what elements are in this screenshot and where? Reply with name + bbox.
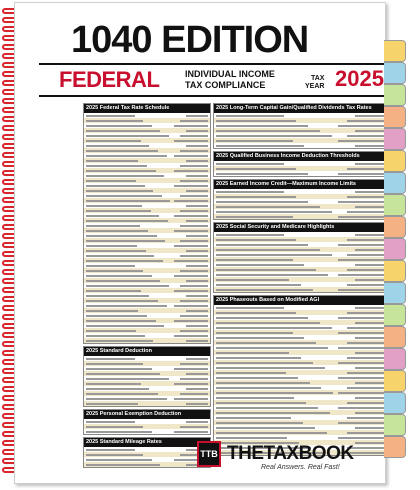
row-filler bbox=[180, 330, 208, 332]
row-filler bbox=[86, 340, 153, 342]
row-filler bbox=[216, 284, 301, 286]
row-filler bbox=[186, 130, 208, 132]
row-filler bbox=[355, 307, 386, 309]
section-title: 2025 Social Security and Medicare Highlights bbox=[214, 223, 386, 232]
row-filler bbox=[86, 403, 138, 405]
row-filler bbox=[186, 205, 208, 207]
row-filler bbox=[347, 239, 386, 241]
row-filler bbox=[338, 392, 386, 394]
index-tab[interactable] bbox=[384, 172, 406, 194]
row-filler bbox=[216, 412, 330, 414]
row-filler bbox=[86, 235, 157, 237]
row-filler bbox=[174, 185, 208, 187]
row-filler bbox=[86, 388, 149, 390]
row-filler bbox=[216, 347, 328, 349]
row-filler bbox=[355, 234, 386, 236]
row-filler bbox=[86, 270, 143, 272]
row-filler bbox=[174, 170, 208, 172]
row-filler bbox=[355, 397, 386, 399]
table-row bbox=[84, 338, 210, 343]
table-section bbox=[83, 437, 211, 468]
row-filler bbox=[216, 397, 294, 399]
table-row bbox=[84, 429, 210, 434]
section-title: 2025 Standard Deduction bbox=[84, 347, 210, 356]
row-filler bbox=[86, 368, 152, 370]
row-filler bbox=[347, 342, 386, 344]
index-tab[interactable] bbox=[384, 348, 406, 370]
row-filler bbox=[86, 426, 143, 428]
row-filler bbox=[338, 140, 386, 142]
row-filler bbox=[186, 388, 208, 390]
row-filler bbox=[86, 140, 141, 142]
row-filler bbox=[355, 206, 386, 208]
index-tab[interactable] bbox=[384, 260, 406, 282]
row-filler bbox=[86, 290, 141, 292]
row-filler bbox=[347, 254, 386, 256]
row-filler bbox=[216, 191, 284, 193]
row-filler bbox=[216, 392, 333, 394]
row-filler bbox=[86, 195, 162, 197]
row-filler bbox=[86, 305, 167, 307]
row-filler bbox=[216, 387, 321, 389]
index-tab[interactable] bbox=[384, 392, 406, 414]
index-tab[interactable] bbox=[384, 436, 406, 458]
table-row bbox=[84, 462, 210, 467]
subtitle-line2: TAX COMPLIANCE bbox=[185, 80, 266, 90]
row-filler bbox=[216, 216, 293, 218]
row-filler bbox=[216, 274, 328, 276]
index-tab[interactable] bbox=[384, 304, 406, 326]
row-filler bbox=[180, 426, 208, 428]
row-filler bbox=[180, 300, 208, 302]
row-filler bbox=[86, 325, 164, 327]
row-filler bbox=[338, 259, 386, 261]
row-filler bbox=[216, 206, 320, 208]
row-filler bbox=[216, 234, 284, 236]
row-filler bbox=[216, 120, 296, 122]
row-filler bbox=[180, 135, 208, 137]
row-filler bbox=[180, 225, 208, 227]
row-filler bbox=[338, 407, 386, 409]
row-filler bbox=[86, 150, 158, 152]
row-filler bbox=[347, 417, 386, 419]
row-filler bbox=[174, 275, 208, 277]
row-filler bbox=[355, 130, 386, 132]
row-filler bbox=[86, 335, 145, 337]
row-filler bbox=[355, 145, 386, 147]
row-filler bbox=[216, 382, 310, 384]
row-filler bbox=[86, 398, 167, 400]
row-filler bbox=[86, 145, 149, 147]
year-label: YEAR bbox=[305, 83, 325, 90]
row-filler bbox=[186, 235, 208, 237]
row-filler bbox=[86, 330, 136, 332]
index-tab[interactable] bbox=[384, 128, 406, 150]
section-title: 2025 Personal Exemption Deduction bbox=[84, 410, 210, 419]
row-filler bbox=[174, 215, 208, 217]
left-column bbox=[83, 103, 211, 470]
row-filler bbox=[355, 279, 386, 281]
row-filler bbox=[86, 220, 168, 222]
row-filler bbox=[86, 363, 143, 365]
row-filler bbox=[186, 310, 208, 312]
row-filler bbox=[216, 367, 325, 369]
row-filler bbox=[216, 307, 284, 309]
brand-tagline: Real Answers. Real Fast! bbox=[261, 464, 340, 471]
row-filler bbox=[186, 145, 208, 147]
edition-title: 1040 EDITION bbox=[71, 19, 309, 61]
row-filler bbox=[86, 421, 135, 423]
row-filler bbox=[216, 145, 304, 147]
table-row bbox=[214, 287, 386, 292]
row-filler bbox=[86, 373, 160, 375]
table-section bbox=[213, 179, 386, 220]
row-filler bbox=[174, 230, 208, 232]
row-filler bbox=[347, 357, 386, 359]
row-filler bbox=[216, 249, 320, 251]
section-title: 2025 Earned Income Credit—Maximum Income Limits bbox=[214, 180, 386, 189]
row-filler bbox=[216, 279, 289, 281]
row-filler bbox=[186, 115, 208, 117]
row-filler bbox=[86, 175, 164, 177]
row-filler bbox=[338, 317, 386, 319]
row-filler bbox=[216, 422, 303, 424]
row-filler bbox=[338, 125, 386, 127]
row-filler bbox=[86, 240, 165, 242]
index-tab[interactable] bbox=[384, 370, 406, 392]
row-filler bbox=[347, 372, 386, 374]
row-filler bbox=[174, 290, 208, 292]
row-filler bbox=[338, 244, 386, 246]
row-filler bbox=[86, 275, 152, 277]
row-filler bbox=[338, 362, 386, 364]
row-filler bbox=[216, 140, 293, 142]
row-filler bbox=[180, 210, 208, 212]
row-filler bbox=[216, 372, 286, 374]
row-filler bbox=[338, 173, 386, 175]
row-filler bbox=[186, 295, 208, 297]
tax-year-label bbox=[305, 75, 324, 91]
row-filler bbox=[216, 130, 320, 132]
row-filler bbox=[86, 165, 147, 167]
row-filler bbox=[86, 200, 170, 202]
row-filler bbox=[186, 265, 208, 267]
row-filler bbox=[186, 358, 208, 360]
index-tab[interactable] bbox=[384, 282, 406, 304]
row-filler bbox=[216, 115, 284, 117]
row-filler bbox=[86, 310, 138, 312]
row-filler bbox=[86, 300, 158, 302]
row-filler bbox=[355, 382, 386, 384]
row-filler bbox=[216, 269, 316, 271]
row-filler bbox=[86, 449, 135, 451]
row-filler bbox=[216, 201, 308, 203]
table-section bbox=[213, 222, 386, 293]
row-filler bbox=[86, 135, 169, 137]
row-filler bbox=[180, 180, 208, 182]
row-filler bbox=[216, 125, 308, 127]
row-filler bbox=[86, 454, 143, 456]
table-row bbox=[84, 401, 210, 406]
row-filler bbox=[86, 260, 163, 262]
row-filler bbox=[355, 337, 386, 339]
row-filler bbox=[174, 125, 208, 127]
row-filler bbox=[180, 120, 208, 122]
row-filler bbox=[338, 274, 386, 276]
row-filler bbox=[86, 250, 146, 252]
index-tab[interactable] bbox=[384, 326, 406, 348]
row-filler bbox=[86, 315, 147, 317]
row-filler bbox=[86, 125, 152, 127]
row-filler bbox=[355, 249, 386, 251]
row-filler bbox=[347, 120, 386, 122]
row-filler bbox=[216, 342, 316, 344]
row-filler bbox=[174, 155, 208, 157]
row-filler bbox=[86, 295, 149, 297]
tax-book-cover bbox=[14, 2, 386, 484]
row-filler bbox=[216, 196, 296, 198]
row-filler bbox=[186, 160, 208, 162]
row-filler bbox=[86, 230, 148, 232]
row-filler bbox=[174, 245, 208, 247]
table-row bbox=[214, 143, 386, 148]
row-filler bbox=[216, 332, 293, 334]
row-filler bbox=[174, 260, 208, 262]
row-filler bbox=[216, 337, 304, 339]
right-column bbox=[213, 103, 386, 458]
row-filler bbox=[186, 340, 208, 342]
row-filler bbox=[355, 352, 386, 354]
row-filler bbox=[86, 130, 160, 132]
row-filler bbox=[216, 317, 308, 319]
row-filler bbox=[216, 259, 293, 261]
row-filler bbox=[186, 280, 208, 282]
index-tab[interactable] bbox=[384, 106, 406, 128]
row-filler bbox=[180, 270, 208, 272]
table-row bbox=[214, 214, 386, 219]
table-section bbox=[213, 103, 386, 149]
row-filler bbox=[174, 383, 208, 385]
index-tab[interactable] bbox=[384, 414, 406, 436]
row-filler bbox=[355, 412, 386, 414]
index-tab[interactable] bbox=[384, 194, 406, 216]
row-filler bbox=[347, 402, 386, 404]
row-filler bbox=[216, 437, 287, 439]
row-filler bbox=[347, 312, 386, 314]
row-filler bbox=[186, 220, 208, 222]
row-filler bbox=[86, 185, 145, 187]
row-filler bbox=[174, 200, 208, 202]
tax-label: TAX bbox=[310, 75, 325, 82]
row-filler bbox=[216, 244, 308, 246]
row-filler bbox=[338, 377, 386, 379]
section-title: 2025 Long-Term Capital Gain/Qualified Dividends Tax Rates bbox=[214, 104, 386, 113]
index-tab[interactable] bbox=[384, 150, 406, 172]
row-filler bbox=[180, 363, 208, 365]
row-filler bbox=[86, 155, 167, 157]
row-filler bbox=[86, 378, 169, 380]
row-filler bbox=[86, 393, 158, 395]
row-filler bbox=[186, 175, 208, 177]
section-title: 2025 Phaseouts Based on Modified AGI bbox=[214, 296, 386, 305]
row-filler bbox=[355, 163, 386, 165]
row-filler bbox=[216, 427, 315, 429]
row-filler bbox=[180, 240, 208, 242]
row-filler bbox=[86, 180, 136, 182]
row-filler bbox=[86, 210, 151, 212]
index-tab[interactable] bbox=[384, 84, 406, 106]
row-filler bbox=[86, 160, 138, 162]
row-filler bbox=[86, 115, 135, 117]
federal-label: FEDERAL bbox=[59, 67, 160, 92]
index-tab[interactable] bbox=[384, 40, 406, 62]
row-filler bbox=[86, 280, 160, 282]
table-section bbox=[213, 295, 386, 456]
row-filler bbox=[174, 305, 208, 307]
row-filler bbox=[355, 115, 386, 117]
row-filler bbox=[216, 264, 304, 266]
row-filler bbox=[347, 168, 386, 170]
row-filler bbox=[338, 201, 386, 203]
row-filler bbox=[174, 398, 208, 400]
row-filler bbox=[86, 225, 140, 227]
row-filler bbox=[216, 173, 308, 175]
row-filler bbox=[180, 393, 208, 395]
year-value: 2025 bbox=[335, 66, 384, 91]
table-section bbox=[83, 409, 211, 435]
row-filler bbox=[338, 289, 386, 291]
index-tab[interactable] bbox=[384, 216, 406, 238]
row-filler bbox=[355, 427, 386, 429]
ttb-logo: TTB bbox=[197, 441, 221, 467]
row-filler bbox=[338, 332, 386, 334]
row-filler bbox=[186, 325, 208, 327]
row-filler bbox=[86, 215, 159, 217]
row-filler bbox=[216, 402, 306, 404]
row-filler bbox=[355, 442, 386, 444]
row-filler bbox=[216, 289, 313, 291]
row-filler bbox=[174, 431, 208, 433]
row-filler bbox=[355, 264, 386, 266]
brand-name: THETAXBOOK bbox=[227, 443, 354, 464]
row-filler bbox=[180, 315, 208, 317]
row-filler bbox=[216, 362, 313, 364]
row-filler bbox=[338, 422, 386, 424]
row-filler bbox=[355, 367, 386, 369]
row-filler bbox=[86, 245, 137, 247]
index-tab[interactable] bbox=[384, 238, 406, 260]
row-filler bbox=[86, 120, 143, 122]
row-filler bbox=[186, 250, 208, 252]
row-filler bbox=[338, 216, 386, 218]
section-title: 2025 Standard Mileage Rates bbox=[84, 438, 210, 447]
row-filler bbox=[186, 403, 208, 405]
row-filler bbox=[347, 327, 386, 329]
row-filler bbox=[347, 284, 386, 286]
row-filler bbox=[86, 255, 154, 257]
row-filler bbox=[347, 269, 386, 271]
section-title: 2025 Qualified Business Income Deduction Thresholds bbox=[214, 152, 386, 161]
row-filler bbox=[347, 196, 386, 198]
row-filler bbox=[216, 417, 291, 419]
row-filler bbox=[216, 312, 296, 314]
row-filler bbox=[86, 170, 156, 172]
row-filler bbox=[86, 431, 152, 433]
row-filler bbox=[174, 140, 208, 142]
row-filler bbox=[347, 135, 386, 137]
row-filler bbox=[186, 373, 208, 375]
row-filler bbox=[86, 459, 152, 461]
row-filler bbox=[216, 254, 332, 256]
subtitle-line1: INDIVIDUAL INCOME bbox=[185, 69, 275, 79]
table-row bbox=[214, 171, 386, 176]
index-tab[interactable] bbox=[384, 62, 406, 84]
row-filler bbox=[216, 322, 320, 324]
row-filler bbox=[180, 165, 208, 167]
row-filler bbox=[338, 347, 386, 349]
row-filler bbox=[180, 195, 208, 197]
row-filler bbox=[180, 255, 208, 257]
row-filler bbox=[174, 320, 208, 322]
row-filler bbox=[86, 320, 156, 322]
row-filler bbox=[355, 191, 386, 193]
row-filler bbox=[180, 378, 208, 380]
row-filler bbox=[347, 387, 386, 389]
table-section bbox=[83, 346, 211, 407]
section-title: 2025 Federal Tax Rate Schedule bbox=[84, 104, 210, 113]
row-filler bbox=[338, 437, 386, 439]
row-filler bbox=[174, 368, 208, 370]
row-filler bbox=[216, 352, 289, 354]
row-filler bbox=[216, 327, 332, 329]
row-filler bbox=[355, 322, 386, 324]
table-section bbox=[213, 151, 386, 177]
row-filler bbox=[216, 163, 284, 165]
row-filler bbox=[186, 421, 208, 423]
row-filler bbox=[86, 383, 141, 385]
table-section bbox=[83, 103, 211, 344]
index-tabs bbox=[384, 40, 406, 480]
row-filler bbox=[174, 335, 208, 337]
row-filler bbox=[347, 211, 386, 213]
row-filler bbox=[216, 239, 296, 241]
row-filler bbox=[216, 135, 332, 137]
row-filler bbox=[216, 357, 301, 359]
row-filler bbox=[86, 358, 135, 360]
row-filler bbox=[180, 285, 208, 287]
row-filler bbox=[86, 464, 160, 466]
row-filler bbox=[216, 432, 327, 434]
row-filler bbox=[180, 150, 208, 152]
row-filler bbox=[347, 432, 386, 434]
row-filler bbox=[216, 211, 332, 213]
row-filler bbox=[86, 205, 142, 207]
row-filler bbox=[216, 407, 318, 409]
row-filler bbox=[216, 168, 296, 170]
row-filler bbox=[186, 190, 208, 192]
row-filler bbox=[86, 265, 135, 267]
row-filler bbox=[86, 190, 153, 192]
row-filler bbox=[216, 377, 298, 379]
row-filler bbox=[86, 285, 169, 287]
